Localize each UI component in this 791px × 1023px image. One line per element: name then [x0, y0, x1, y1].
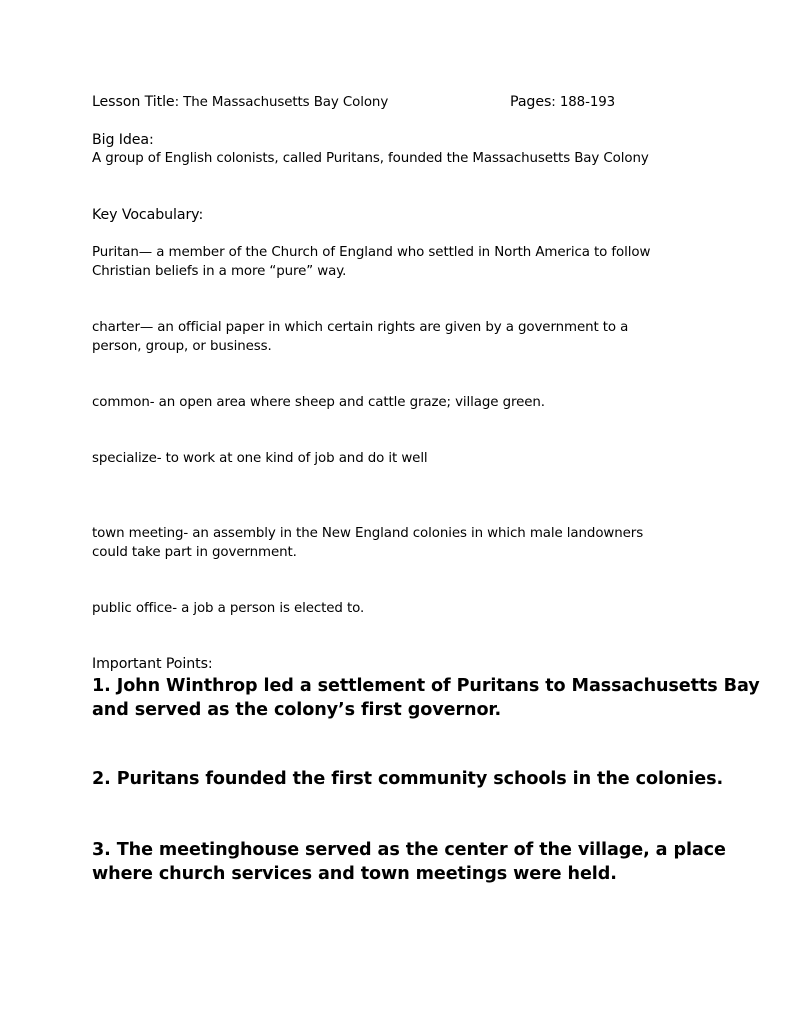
- vocab-item-puritan-line1: Puritan— a member of the Church of England who settled in North America to follow: [92, 245, 651, 260]
- pages-value: 188-193: [555, 95, 616, 110]
- pages-separator: :: [551, 95, 556, 110]
- lesson-title-value: The Massachusetts Bay Colony: [178, 95, 389, 110]
- important-point-1-line1: 1. John Winthrop led a settlement of Puritans to Massachusetts Bay: [92, 676, 760, 696]
- pages-line: [510, 93, 615, 112]
- vocab-item-charter-line2: person, group, or business.: [92, 339, 272, 354]
- vocab-item-town-meeting-line1: town meeting- an assembly in the New England colonies in which male landowners: [92, 526, 644, 541]
- key-vocabulary-heading: Key Vocabulary:: [92, 207, 204, 223]
- lesson-title-line: [92, 93, 388, 112]
- big-idea-heading: Big Idea:: [92, 132, 154, 148]
- lesson-title-label: Lesson Title: [92, 94, 175, 110]
- vocab-item-common: common- an open area where sheep and cattle graze; village green.: [92, 395, 545, 410]
- lesson-title-separator: :: [174, 95, 179, 110]
- vocab-item-specialize: specialize- to work at one kind of job and do it well: [92, 451, 428, 466]
- important-point-1-line2: and served as the colony’s first governor.: [92, 700, 502, 720]
- vocab-item-puritan-line2: Christian beliefs in a more “pure” way.: [92, 264, 347, 279]
- vocab-item-town-meeting-line2: could take part in government.: [92, 545, 297, 560]
- big-idea-text: A group of English colonists, called Puritans, founded the Massachusetts Bay Colony: [92, 151, 649, 166]
- important-point-3-line1: 3. The meetinghouse served as the center of the village, a place: [92, 840, 726, 860]
- pages-label: Pages: [510, 94, 552, 110]
- important-point-3-line2: where church services and town meetings were held.: [92, 864, 617, 884]
- important-points-heading: Important Points:: [92, 656, 213, 672]
- important-point-2: 2. Puritans founded the first community schools in the colonies.: [92, 769, 724, 789]
- vocab-item-public-office: public office- a job a person is elected to.: [92, 601, 365, 616]
- vocab-item-charter-line1: charter— an official paper in which certain rights are given by a government to a: [92, 320, 629, 335]
